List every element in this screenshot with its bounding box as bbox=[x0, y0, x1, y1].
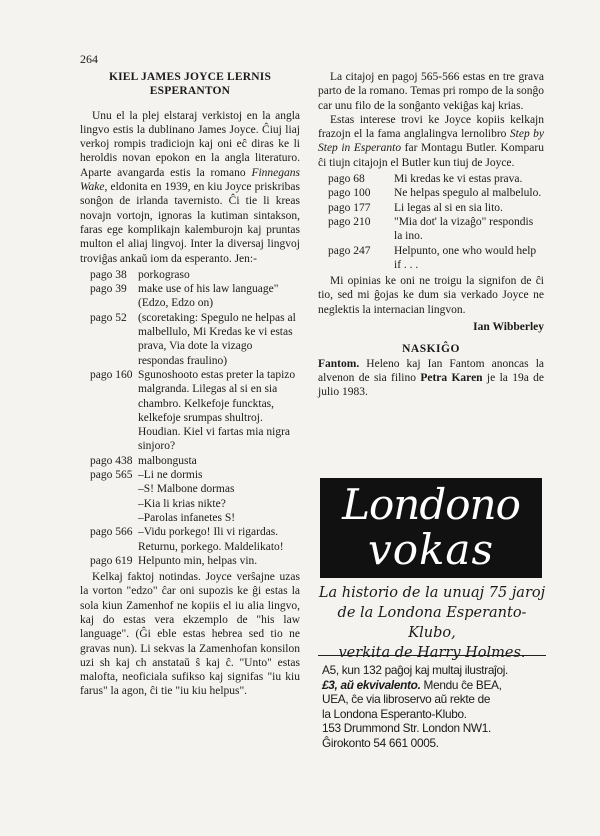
list-item bbox=[90, 368, 300, 454]
page-reference: pago 100 bbox=[328, 187, 371, 200]
page-reference: pago 52 bbox=[90, 311, 127, 324]
list-item bbox=[90, 268, 300, 282]
quoted-text: Sgunoshooto estas preter la tapizo malgranda. Lilegas al si en sia chambro. Kelkefoje funcktas, kelkefoje srumpas shultroj. Houdian. Kiel vi fartas mia nigra sinjoro? bbox=[138, 368, 296, 453]
list-item bbox=[90, 468, 300, 525]
advert-banner-title: Londono bbox=[342, 480, 520, 529]
quoted-text: –Vidu porkego! Ili vi rigardas. Returnu, porkego. Maldelikato! bbox=[138, 526, 284, 553]
birth-announcement-title: NASKIĜO bbox=[402, 343, 460, 356]
quoted-text: Helpunto, one who would help if . . . bbox=[394, 244, 537, 271]
advert-order-info: A5, kun 132 paĝoj kaj multaj ilustraĵoj. £3, aŭ ekvivalento. Mendu ĉe BEA, UEA, ĉe via libroservo aŭ rekte de la Londona Esperanto-Klubo. 153 Drummond Str. London NW1. Ĝirokonto 54 661 0005. bbox=[322, 663, 509, 750]
advert-divider bbox=[318, 655, 546, 656]
list-item bbox=[90, 282, 300, 311]
book-title: Step by Step in Esperanto bbox=[318, 128, 544, 155]
page-reference: pago 619 bbox=[90, 554, 133, 567]
page-reference: pago 177 bbox=[328, 201, 371, 214]
book-title: Finnegans Wake bbox=[80, 166, 300, 194]
list-item bbox=[328, 215, 544, 244]
article-paragraph-conclusion: Mi opinias ke oni ne troigu la signifon de ĉi tio, sed mi ĝojas ke dum sia verkado Joyce ne neglektis la internacian lingvon. bbox=[318, 275, 544, 316]
quoted-text: "Mia dot' la vizaĝo" respondis la ino. bbox=[394, 215, 534, 243]
article-paragraph-intro: Unu el la plej elstaraj verkistoj en la angla lingvo estis la dublinano James Joyce. Ĉiuj liaj verkoj rompis tradiciojn kaj oni eĉ diras ke li heroldis novan epokon en la angla literaturo. Aparte avangarda estis la romano Finnegans Wake, eldonita en 1939, en kiu Joyce priskribas sonĝon de irlanda tavernisto. Ĉi tie li kreas novajn vortojn, ignoras la kutiman sintakson, faras ege komplikajn kalemburojn kaj pruntas multon el aliaj lingvoj. Inter la diversaj lingvoj troviĝas ankaŭ iom da esperanto. Jen:- bbox=[80, 109, 300, 265]
quoted-text: Helpunto min, helpas vin. bbox=[138, 554, 258, 567]
quoted-text: make use of his law language" (Edzo, Edzo on) bbox=[138, 283, 279, 310]
article-paragraph-facts: Kelkaj faktoj notindas. Joyce verŝajne uzas la vorton "edzo" ĉar oni supozis ke ĝi estas la sola kiun Zamenhof ne kopiis el iu alia lingvo, kaj do estas vera ekzemplo de "his law language". (Ĝi eble estas hebrea sed tio ne gravas nun). Li sekvas la Zamenhofan konsilon uzi sh kaj ch anstataŭ ŝ kaj ĉ. "Unto" estas malofta, neoficiala sufikso kaj signifas "iu kiu farus" la agon, ĉi tie "iu kiu helpus". bbox=[80, 571, 300, 698]
quoted-text: Mi kredas ke vi estas prava. bbox=[394, 173, 523, 186]
article-column-right bbox=[318, 70, 544, 400]
article-paragraph-context: La citajoj en pagoj 565-566 estas en tre grava parto de la romano. Temas pri rompo de la sonĝo car unu filo de la sonĝanto vekiĝas kaj krias. bbox=[318, 71, 544, 112]
page-reference: pago 68 bbox=[328, 173, 365, 186]
butler-examples-list bbox=[328, 172, 544, 272]
page-reference: pago 247 bbox=[328, 244, 371, 257]
quoted-text: Ne helpas spegulo al malbelulo. bbox=[394, 187, 542, 200]
page-reference: pago 160 bbox=[90, 368, 133, 381]
article-paragraph-butler: Estas interese trovi ke Joyce kopiis kelkajn frazojn el la fama anglalingva lernolibro Step by Step in Esperanto far Montagu Butler. Komparu ĉi tiujn citajojn el Butler kun tiuj de Joyce. bbox=[318, 113, 544, 169]
advert-price: £3, aŭ ekvivalento. bbox=[322, 677, 421, 692]
birth-announcement: Fantom. Heleno kaj Ian Fantom anoncas la alvenon de sia filino Petra Karen je la 19a de julio 1983. bbox=[318, 357, 545, 399]
list-item bbox=[328, 201, 544, 215]
list-item bbox=[328, 172, 544, 186]
page-reference: pago 566 bbox=[90, 526, 133, 539]
author-signature: Ian Wibberley bbox=[473, 321, 544, 334]
joyce-examples-list bbox=[90, 268, 300, 568]
quoted-text: malbongusta bbox=[138, 454, 197, 467]
advert-banner bbox=[320, 478, 542, 578]
page-reference: pago 38 bbox=[90, 268, 127, 281]
page-reference: pago 39 bbox=[90, 283, 127, 296]
list-item bbox=[328, 244, 544, 273]
list-item bbox=[90, 311, 300, 368]
list-item bbox=[90, 525, 300, 554]
page-number: 264 bbox=[80, 52, 98, 66]
advert-banner-subtitle: vokas bbox=[367, 525, 495, 574]
quoted-text: (scoretaking: Spegulo ne helpas al malbellulo, Mi Kredas ke vi estas prava, Via dote la vizago respondas fraulino) bbox=[138, 311, 296, 367]
quoted-text: –Li ne dormis –S! Malbone dormas –Kia li krias nikte? –Parolas infanetes S! bbox=[138, 469, 236, 524]
quoted-text: Li legas al si en sia lito. bbox=[394, 201, 503, 214]
quoted-text: porkograso bbox=[138, 268, 190, 281]
page-reference: pago 210 bbox=[328, 215, 371, 228]
article-column-left bbox=[80, 70, 300, 699]
page-reference: pago 438 bbox=[90, 454, 133, 467]
page-reference: pago 565 bbox=[90, 469, 133, 482]
list-item bbox=[90, 554, 300, 568]
article-title: KIEL JAMES JOYCE LERNIS ESPERANTON bbox=[108, 71, 272, 98]
list-item bbox=[328, 186, 544, 200]
list-item bbox=[90, 454, 300, 468]
advert-description: La historio de la unuaj 75 jaroj de la Londona Esperanto-Klubo, verkita de Harry Holmes. bbox=[318, 585, 546, 661]
